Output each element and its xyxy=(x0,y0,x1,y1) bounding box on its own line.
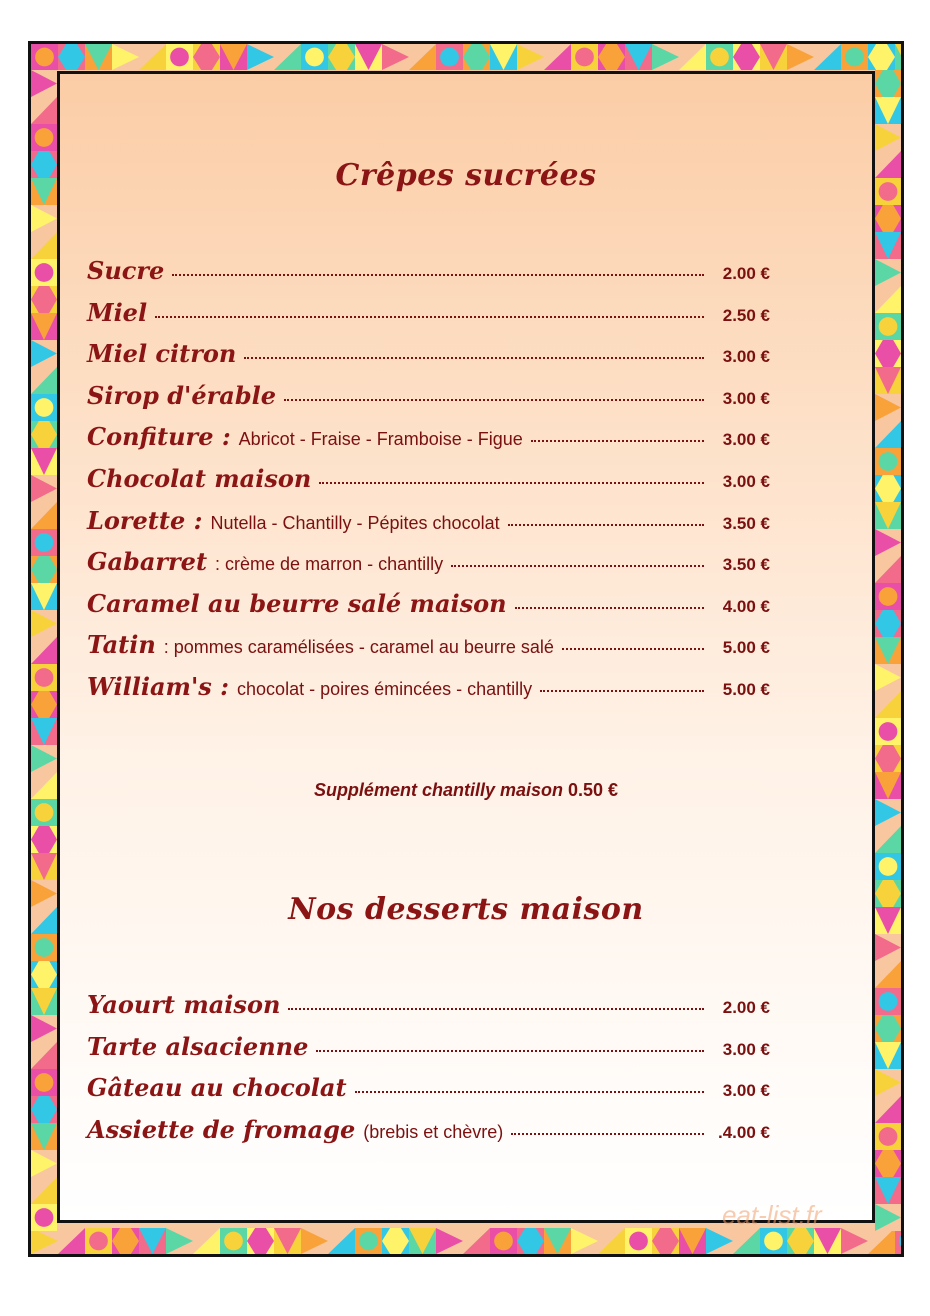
menu-item-row xyxy=(87,672,770,714)
menu-item-price: 3.50 € xyxy=(722,513,770,533)
menu-page-frame xyxy=(28,41,904,1257)
menu-item-price: 5.00 € xyxy=(722,638,770,658)
menu-item-price: 3.00 € xyxy=(722,430,770,450)
section-title-desserts: Nos desserts maison xyxy=(288,892,644,927)
dotted-leader xyxy=(284,399,704,401)
dotted-leader xyxy=(155,316,704,318)
menu-item-price: 2.00 € xyxy=(722,998,770,1017)
menu-item-name: Tarte alsacienne xyxy=(87,1031,309,1061)
menu-item-row xyxy=(87,630,770,672)
menu-item-name: Chocolat maison xyxy=(87,463,312,493)
dotted-leader xyxy=(319,482,704,484)
menu-item-name: William's : xyxy=(87,671,230,701)
menu-item-name: Confiture : xyxy=(87,422,231,452)
dotted-leader xyxy=(562,648,704,650)
dotted-leader xyxy=(355,1091,704,1093)
dotted-leader xyxy=(288,1008,704,1010)
dotted-leader xyxy=(531,440,704,442)
menu-item-price: .4.00 € xyxy=(718,1122,770,1142)
menu-item-row xyxy=(87,339,770,381)
dotted-leader xyxy=(451,565,704,567)
menu-item-description: : crème de marron - chantilly xyxy=(215,554,444,575)
menu-item-row xyxy=(87,589,770,631)
supplement-note xyxy=(60,780,872,801)
menu-item-price: 3.00 € xyxy=(722,388,770,408)
menu-item-row xyxy=(87,422,770,464)
menu-item-name: Sirop d'érable xyxy=(87,380,276,410)
menu-item-description: : pommes caramélisées - caramel au beurre salé xyxy=(163,637,554,658)
menu-item-description: Nutella - Chantilly - Pépites chocolat xyxy=(210,512,500,533)
menu-item-row xyxy=(87,547,770,589)
desserts-menu-list xyxy=(87,990,770,1156)
menu-item-row xyxy=(87,256,770,298)
menu-item-price: 2.50 € xyxy=(722,305,770,325)
supplement-price: 0.50 € xyxy=(568,780,619,800)
menu-item-name: Miel xyxy=(87,297,148,327)
menu-item-row xyxy=(87,298,770,340)
dotted-leader xyxy=(511,1133,704,1135)
dotted-leader xyxy=(508,524,704,526)
menu-item-price: 3.50 € xyxy=(722,555,770,575)
dotted-leader xyxy=(172,274,704,276)
section-title-crepes: Crêpes sucrées xyxy=(335,158,597,193)
menu-item-name: Assiette de fromage xyxy=(87,1114,356,1144)
menu-item-name: Gâteau au chocolat xyxy=(87,1073,347,1103)
menu-item-name: Lorette : xyxy=(87,505,203,535)
menu-item-name: Gabarret xyxy=(87,547,208,577)
menu-item-price: 4.00 € xyxy=(722,596,770,616)
menu-item-row xyxy=(87,1032,770,1074)
menu-item-row xyxy=(87,464,770,506)
menu-item-price: 3.00 € xyxy=(722,471,770,491)
menu-item-row xyxy=(87,1073,770,1115)
menu-content-panel xyxy=(57,71,875,1223)
dotted-leader xyxy=(540,690,704,692)
menu-item-name: Caramel au beurre salé maison xyxy=(87,588,507,618)
menu-item-row xyxy=(87,506,770,548)
menu-item-row xyxy=(87,381,770,423)
menu-item-name: Miel citron xyxy=(87,339,237,369)
menu-item-name: Tatin xyxy=(87,630,156,660)
menu-item-price: 3.00 € xyxy=(722,1081,770,1101)
menu-item-row xyxy=(87,1115,770,1157)
menu-item-price: 3.00 € xyxy=(722,347,770,367)
menu-item-price: 3.00 € xyxy=(722,1039,770,1059)
menu-item-description: Abricot - Fraise - Framboise - Figue xyxy=(238,429,523,450)
crepes-menu-list xyxy=(87,256,770,714)
menu-item-name: Yaourt maison xyxy=(87,990,281,1019)
dotted-leader xyxy=(515,607,704,609)
dotted-leader xyxy=(244,357,704,359)
menu-item-name: Sucre xyxy=(87,256,165,285)
dotted-leader xyxy=(316,1050,704,1052)
menu-item-price: 5.00 € xyxy=(722,679,770,699)
watermark-text: eat-list.fr xyxy=(722,1200,822,1230)
menu-item-price: 2.00 € xyxy=(722,264,770,283)
supplement-label: Supplément chantilly maison xyxy=(313,780,563,800)
menu-item-description: (brebis et chèvre) xyxy=(363,1121,504,1142)
menu-item-description: chocolat - poires émincées - chantilly xyxy=(237,678,533,699)
menu-item-row xyxy=(87,990,770,1032)
